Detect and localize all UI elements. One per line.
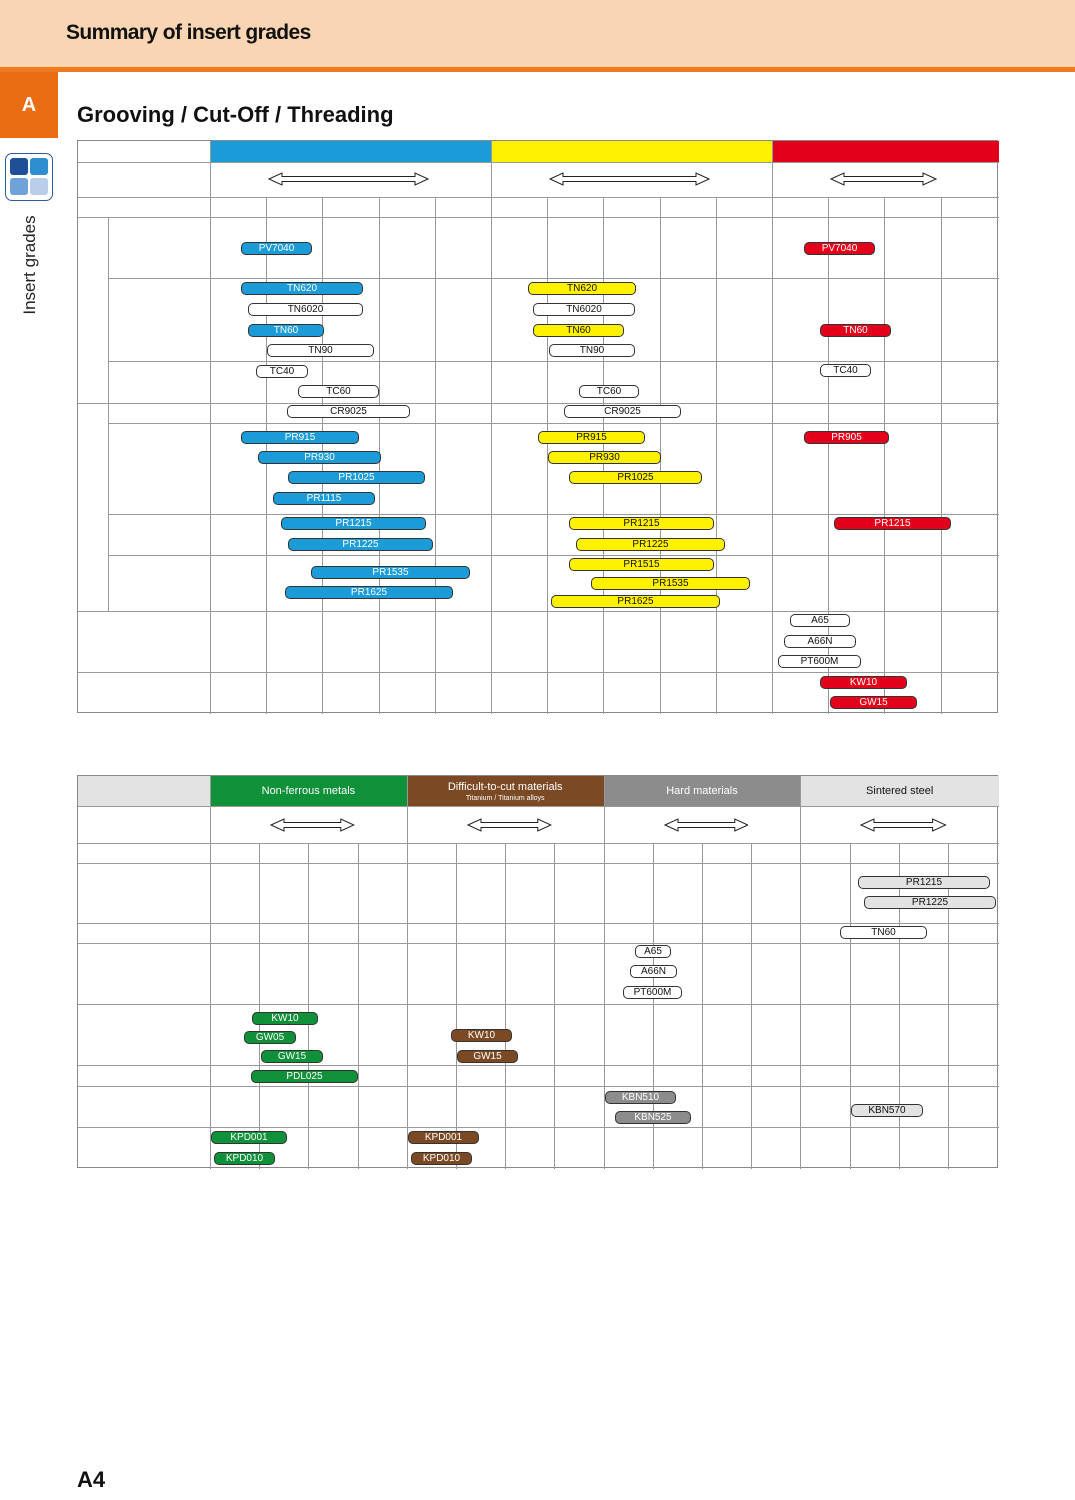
grade-bar[interactable]: TN6020 (533, 303, 635, 316)
material-header-name: Sintered steel (866, 785, 934, 797)
classification-label (78, 197, 210, 217)
grade-bar[interactable]: PR1535 (311, 566, 470, 579)
grid-line (78, 217, 999, 218)
material-header (407, 776, 604, 806)
grid-line (772, 141, 773, 714)
cutting-range-label (78, 162, 210, 197)
grade-bar[interactable]: PR930 (258, 451, 381, 464)
material-header (491, 141, 772, 162)
grid-line (108, 514, 999, 515)
grid-line (800, 776, 801, 1169)
classification-cell (716, 197, 772, 217)
grade-bar[interactable]: KPD001 (211, 1131, 287, 1144)
grade-bar[interactable]: CR9025 (287, 405, 410, 418)
double-arrow-icon (549, 172, 710, 186)
section-tab[interactable]: A (0, 72, 58, 138)
grid-line (78, 672, 999, 673)
row-label (108, 278, 210, 361)
material-header-sub: Titanium / Titanium alloys (465, 794, 545, 802)
classification-cell (322, 197, 378, 217)
grid-line (702, 843, 703, 1169)
classification-cell (603, 197, 659, 217)
classification-cell (828, 197, 884, 217)
grade-bar[interactable]: TN60 (820, 324, 891, 337)
classification-cell (884, 197, 940, 217)
grade-bar[interactable]: A66N (784, 635, 856, 648)
classification-cell (358, 843, 407, 863)
grade-bar[interactable]: GW05 (244, 1031, 296, 1044)
double-arrow-icon (268, 172, 429, 186)
grade-table-nonferrous-difficult-hard-sintered (77, 775, 998, 1168)
double-arrow-icon (270, 818, 355, 832)
grade-bar[interactable]: KW10 (451, 1029, 512, 1042)
grid-line (210, 776, 211, 1169)
grid-line (308, 843, 309, 1169)
grade-bar[interactable]: TN60 (248, 324, 324, 337)
cutting-range-label (78, 806, 210, 843)
grade-bar[interactable]: CR9025 (564, 405, 681, 418)
grid-line (259, 843, 260, 1169)
grid-line (884, 197, 885, 714)
page-title: Grooving / Cut-Off / Threading (77, 102, 394, 127)
grade-bar[interactable]: KPD010 (411, 1152, 472, 1165)
grid-line (78, 403, 999, 404)
grade-bar[interactable]: TN620 (241, 282, 363, 295)
grade-bar[interactable]: KBN570 (851, 1104, 923, 1117)
grid-line (491, 141, 492, 714)
double-arrow-icon (860, 818, 947, 832)
grid-line (941, 197, 942, 714)
grid-line (78, 1086, 999, 1087)
grid-line (505, 843, 506, 1169)
grade-bar[interactable]: KW10 (820, 676, 907, 689)
classification-cell (604, 843, 653, 863)
classification-cell (266, 197, 322, 217)
classification-cell (407, 843, 456, 863)
classification-cell (751, 843, 800, 863)
grade-bar[interactable]: PV7040 (241, 242, 312, 255)
grade-bar[interactable]: PR1625 (285, 586, 453, 599)
grade-bar[interactable]: TN620 (528, 282, 636, 295)
material-header (772, 141, 999, 162)
grade-bar[interactable]: TC40 (820, 364, 871, 377)
grade-bar[interactable]: PR1625 (551, 595, 720, 608)
classification-cell (948, 843, 997, 863)
grade-bar[interactable]: PR1215 (858, 876, 990, 889)
row-label (78, 923, 210, 943)
classification-cell (800, 843, 849, 863)
classification-cell (772, 197, 828, 217)
double-arrow-icon (830, 172, 937, 186)
grid-line (716, 197, 717, 714)
row-label (108, 514, 210, 555)
grid-line (554, 843, 555, 1169)
grid-line (108, 555, 999, 556)
grade-bar[interactable]: TC60 (298, 385, 379, 398)
classification-cell (379, 197, 435, 217)
material-header-name: Hard materials (666, 785, 738, 797)
side-label: Insert grades (20, 215, 39, 315)
grade-bar[interactable]: PR1225 (288, 538, 433, 551)
grid-line (850, 843, 851, 1169)
grade-bar[interactable]: PT600M (778, 655, 861, 668)
grade-bar[interactable]: PR1215 (281, 517, 426, 530)
grade-bar[interactable]: PR1215 (569, 517, 714, 530)
row-label (78, 1127, 210, 1168)
classification-cell (899, 843, 948, 863)
grid-line (210, 141, 211, 714)
grade-bar[interactable]: TN60 (840, 926, 927, 939)
grade-bar[interactable]: KBN525 (615, 1111, 691, 1124)
workpiece-label (78, 776, 210, 806)
material-header (800, 776, 999, 806)
grade-bar[interactable]: GW15 (457, 1050, 518, 1063)
row-label (78, 1004, 210, 1065)
grade-bar[interactable]: TC60 (579, 385, 639, 398)
grade-bar[interactable]: TN60 (533, 324, 624, 337)
row-label (108, 217, 210, 278)
grid-line (108, 361, 999, 362)
row-label (78, 863, 210, 923)
header-underline (0, 67, 1075, 72)
grade-bar[interactable]: PR1225 (576, 538, 725, 551)
grade-bar[interactable]: A65 (790, 614, 850, 627)
grid-line (751, 843, 752, 1169)
material-header (604, 776, 801, 806)
grid-line (78, 1065, 999, 1066)
grade-bar[interactable]: KBN510 (605, 1091, 676, 1104)
grade-bar[interactable]: A66N (630, 965, 677, 978)
grid-line (78, 863, 999, 864)
grade-bar[interactable]: PR905 (804, 431, 889, 444)
insert-grades-grid-icon (5, 153, 53, 201)
grade-bar[interactable]: PT600M (623, 986, 682, 999)
grid-line (78, 923, 999, 924)
grade-bar[interactable]: PR915 (241, 431, 359, 444)
row-label (108, 423, 210, 514)
classification-label (78, 843, 210, 863)
classification-cell (554, 843, 603, 863)
grid-line (78, 1127, 999, 1128)
grid-line (948, 843, 949, 1169)
grade-bar[interactable]: KW10 (252, 1012, 318, 1025)
classification-cell (660, 197, 716, 217)
grade-table-steel-stainless-castiron (77, 140, 998, 713)
grade-bar[interactable]: PR1535 (591, 577, 750, 590)
grade-bar[interactable]: PR1215 (834, 517, 951, 530)
grid-line (899, 843, 900, 1169)
grade-bar[interactable]: KPD010 (214, 1152, 275, 1165)
grade-bar[interactable]: PR1025 (288, 471, 425, 484)
classification-cell (547, 197, 603, 217)
grade-bar[interactable]: PR930 (548, 451, 661, 464)
grid-line (358, 843, 359, 1169)
grade-bar[interactable]: PR1025 (569, 471, 702, 484)
material-header-name: Non-ferrous metals (261, 785, 356, 797)
classification-cell (259, 843, 308, 863)
material-header (210, 141, 491, 162)
grade-bar[interactable]: PR1515 (569, 558, 714, 571)
row-label (108, 361, 210, 403)
grid-line (604, 776, 605, 1169)
classification-cell (653, 843, 702, 863)
grade-bar[interactable]: KPD001 (408, 1131, 479, 1144)
grade-bar[interactable]: TN90 (267, 344, 374, 357)
grid-line (435, 197, 436, 714)
classification-cell (435, 197, 491, 217)
classification-cell (505, 843, 554, 863)
grid-line (78, 943, 999, 944)
grade-bar[interactable]: TN90 (549, 344, 635, 357)
classification-cell (850, 843, 899, 863)
double-arrow-icon (467, 818, 552, 832)
row-label (78, 672, 210, 713)
grid-line (78, 806, 999, 807)
grid-line (108, 423, 999, 424)
grade-bar[interactable]: A65 (635, 945, 671, 958)
workpiece-label (78, 141, 210, 162)
row-label (108, 403, 210, 423)
grade-bar[interactable]: GW15 (261, 1050, 323, 1063)
row-label (78, 1086, 210, 1127)
classification-cell (308, 843, 357, 863)
classification-cell (210, 197, 266, 217)
material-header (210, 776, 407, 806)
row-label (78, 943, 210, 1004)
row-label (108, 555, 210, 611)
grid-line (407, 776, 408, 1169)
grade-bar[interactable]: PR1225 (864, 896, 996, 909)
classification-cell (210, 843, 259, 863)
grid-line (108, 278, 999, 279)
grid-line (78, 1004, 999, 1005)
double-arrow-icon (664, 818, 749, 832)
header-title: Summary of insert grades (66, 21, 311, 44)
classification-cell (941, 197, 997, 217)
grade-bar[interactable]: PDL025 (251, 1070, 358, 1083)
grade-bar[interactable]: GW15 (830, 696, 917, 709)
classification-cell (491, 197, 547, 217)
grid-line (456, 843, 457, 1169)
grade-bar[interactable]: TC40 (256, 365, 308, 378)
grid-line (78, 611, 999, 612)
classification-cell (456, 843, 505, 863)
row-label (78, 1065, 210, 1086)
grade-bar[interactable]: TN6020 (248, 303, 363, 316)
material-header-name: Difficult-to-cut materials (447, 780, 563, 793)
grid-line (78, 162, 999, 163)
grade-bar[interactable]: PR915 (538, 431, 645, 444)
page-number: A4 (77, 1467, 106, 1492)
row-label (78, 611, 210, 672)
classification-cell (702, 843, 751, 863)
grade-bar[interactable]: PR1115 (273, 492, 375, 505)
grade-bar[interactable]: PV7040 (804, 242, 875, 255)
